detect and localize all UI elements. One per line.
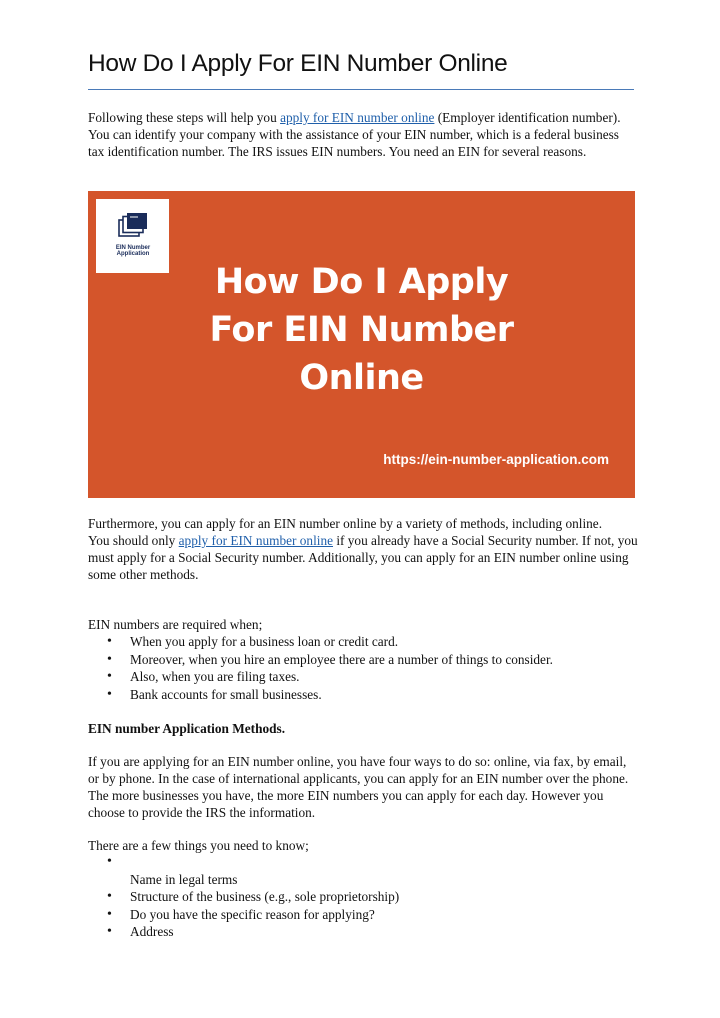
list-item: • Structure of the business (e.g., sole proprietorship) — [88, 888, 399, 906]
intro-paragraph — [88, 109, 638, 160]
methods-paragraph: If you are applying for an EIN number online, you have four ways to do so: online, via fax, by email, or by phone. In the case of international applicants, you can apply for an EIN number over the phone. The more businesses you have, the more EIN numbers you can apply for each day. However you choose to provide the IRS the information. — [88, 754, 629, 820]
methods-heading: EIN number Application Methods. — [88, 721, 286, 736]
documents-icon — [118, 212, 148, 240]
apply-ein-link-2[interactable]: apply for EIN number online — [178, 533, 334, 548]
list-item: • Address — [88, 923, 399, 941]
logo-text: EIN Number Application — [115, 245, 151, 257]
list-item-continued: Name in legal terms — [130, 871, 238, 887]
required-intro: EIN numbers are required when; — [88, 617, 263, 632]
page-title: How Do I Apply For EIN Number Online — [88, 50, 508, 77]
list-item: • Also, when you are filing taxes. — [88, 668, 553, 686]
apply-ein-link-1[interactable]: apply for EIN number online — [280, 110, 435, 125]
intro-text-before: Following these steps will help you — [88, 110, 281, 125]
list-item: • Moreover, when you hire an employee there are a number of things to consider. — [88, 651, 553, 669]
second-paragraph — [88, 515, 638, 583]
second-paragraph-before: You should only — [88, 533, 179, 548]
required-list — [88, 633, 553, 703]
list-item — [88, 853, 399, 871]
list-item: • Bank accounts for small businesses. — [88, 686, 553, 704]
banner-headline-line: How Do I Apply — [214, 262, 509, 302]
know-intro: There are a few things you need to know; — [88, 838, 309, 853]
title-underline — [88, 89, 634, 90]
banner-url: https://ein-number-application.com — [383, 452, 609, 467]
intro-text-after: (Employer identification number). You can identify your company with the assistance of your EIN number, which is a federal business tax identification number. The IRS issues EIN numbers. You need an EIN for several reasons. — [88, 110, 621, 159]
second-paragraph-after: if you already have a Social Security number. If not, you must apply for a Social Security number. Additionally, you can apply for an EIN number online using some other methods. — [88, 533, 638, 582]
banner-headline-line: For EIN Number — [209, 310, 514, 350]
banner-image — [88, 191, 635, 498]
second-paragraph-line1: Furthermore, you can apply for an EIN number online by a variety of methods, including online. — [88, 516, 603, 531]
know-list — [88, 853, 399, 941]
list-item: • Do you have the specific reason for applying? — [88, 906, 399, 924]
banner-headline-line: Online — [299, 358, 424, 398]
list-item: • When you apply for a business loan or credit card. — [88, 633, 553, 651]
banner-headline — [88, 258, 635, 402]
